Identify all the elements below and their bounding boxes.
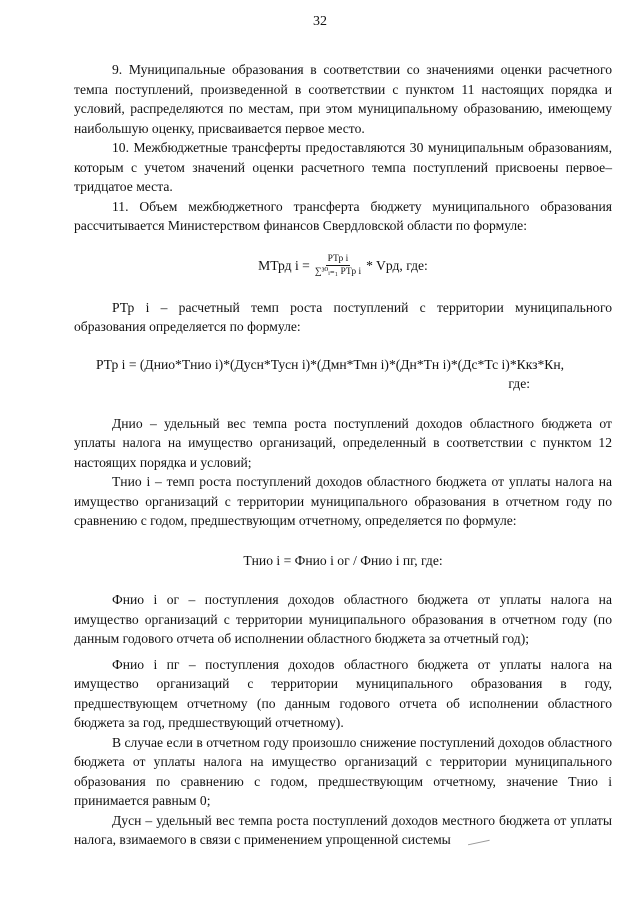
formula-1-denominator: ∑³⁰ᵢ₌₁ РТр i (314, 266, 362, 277)
page-number: 32 (313, 14, 327, 29)
paragraph-11: 11. Объем межбюджетного трансферта бюджету муниципального образования рассчитывается Министерством финансов Свердловской области по формуле: (74, 198, 612, 233)
formula-2-tail: где: (508, 376, 530, 391)
fnio-pg-definition: Фнио i пг – поступления доходов областного бюджета от уплаты налога на имущество организаций с территории муниципального образования в году, предшествующем отчетному (по данным годового отчета об исполнении областного бюджета за год, предшествующий отчетному). (74, 656, 612, 730)
decline-clause: В случае если в отчетном году произошло снижение поступлений доходов областного бюджета от уплаты налога на имущество организаций с территории муниципального образования по сравнению с годом, предшествующим отчетному, значение Тнио i принимается равным 0; (74, 734, 612, 808)
formula-2-main: РТр i = (Днио*Тнио i)*(Дусн*Тусн i)*(Дмн*Тмн i)*(Дн*Тн i)*(Дс*Тс i)*Ккз*Кн, (95, 356, 565, 372)
document-body (74, 60, 612, 850)
formula-tnio: Тнио i = Фнио i ог / Фнио i пг, где: (243, 552, 443, 568)
formula-1-right: * Vрд, где: (366, 257, 428, 273)
formula-1-fraction (313, 254, 363, 278)
formula-1-left: МТрд i = (258, 257, 310, 273)
dnio-definition: Днио – удельный вес темпа роста поступлений доходов областного бюджета от уплаты налога на имущество организаций, определенный в соответствии с пунктом 12 настоящих порядка и условий; (74, 415, 612, 470)
fnio-og-definition: Фнио i ог – поступления доходов областного бюджета от уплаты налога на имущество организаций с территории муниципального образования в отчетном году (по данным годового отчета об исполнении областного бюджета за отчетный год); (74, 592, 612, 646)
formula-1-numerator: РТр i (327, 253, 349, 264)
dusn-definition: Дусн – удельный вес темпа роста поступлений доходов местного бюджета от уплаты налога, взимаемого в связи с применением упрощенной системы (74, 812, 612, 847)
formula-growth-rate (74, 355, 612, 394)
formula-transfer-volume (74, 254, 612, 278)
paragraph-9: 9. Муниципальные образования в соответствии со значениями оценки расчетного темпа поступлений, произведенной в соответствии с пунктом 11 настоящих порядка и условий, распределяются по местам, при этом муниципальному образованию, имеющему наибольшую оценку, присваивается первое место. (74, 62, 612, 136)
paragraph-10: 10. Межбюджетные трансферты предоставляются 30 муниципальным образованиям, которым с учетом значений оценки расчетного темпа поступлений присвоены первое–тридцатое места. (74, 140, 612, 194)
tnio-definition: Тнио i – темп роста поступлений доходов областного бюджета от уплаты налога на имущество организаций с территории муниципального образования в отчетном году по сравнению с годом, предшествующим отчетному, определяется по формуле: (74, 474, 612, 528)
rtp-definition: РТр i – расчетный темп роста поступлений с территории муниципального образования определяется по формуле: (74, 299, 612, 334)
